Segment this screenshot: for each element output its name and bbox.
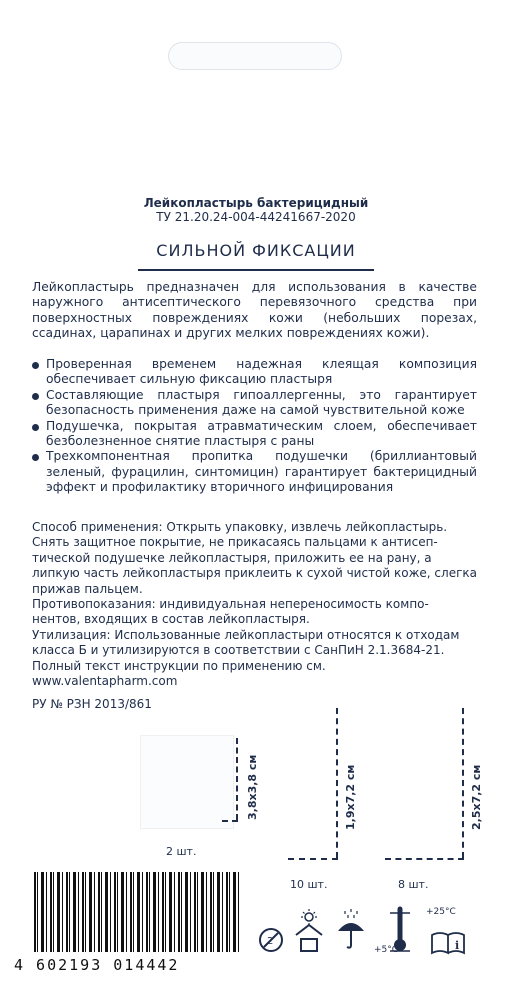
usage-section bbox=[32, 520, 477, 689]
contraindications: Противопоказания: индивидуальная непереносимость компо-нентов, входящих в состав лейкопластыря. bbox=[32, 597, 429, 627]
feature-item: Трехкомпонентная пропитка подушечки (бриллиантовый зеленый, фурацилин, синтомицин) гарантирует бактерицидный эффект и профилактику вторичного инфицирования bbox=[32, 449, 477, 495]
feature-item: Проверенная временем надежная клеящая композиция обеспечивает сильную фиксацию пластыря bbox=[32, 357, 477, 388]
pad-square-outline bbox=[140, 735, 234, 829]
website: www.valentapharm.com bbox=[32, 674, 178, 689]
size-1-corner-line bbox=[222, 820, 238, 822]
svg-text:2: 2 bbox=[267, 936, 274, 947]
temp-min: +5°C bbox=[374, 945, 399, 955]
temp-max: +25°C bbox=[426, 907, 456, 917]
barcode-bars bbox=[34, 872, 239, 952]
size-3-dimension: 2,5х7,2 см bbox=[470, 764, 483, 830]
size-1-vertical-line bbox=[236, 738, 238, 820]
fixation-text: СИЛЬНОЙ ФИКСАЦИИ bbox=[156, 241, 356, 260]
size-3-horizontal-line bbox=[385, 858, 464, 860]
size-3-vertical-line bbox=[462, 708, 464, 858]
product-title: Лейкопластырь бактерицидный bbox=[143, 196, 369, 210]
full-text-note: Полный текст инструкции по применению см. bbox=[32, 658, 326, 673]
barcode bbox=[14, 872, 244, 977]
size-2-dimension: 1,9х7,2 см bbox=[344, 764, 357, 830]
no-reuse-icon bbox=[258, 927, 284, 953]
hang-hole bbox=[168, 42, 342, 70]
registration-number: РУ № РЗН 2013/861 bbox=[32, 697, 152, 711]
disposal: Утилизация: Использованные лейкопластыри относятся к отходам класса Б и утилизируются в соответствии с СанПиН 2.1.3684-21. bbox=[32, 627, 460, 658]
size-1-dimension: 3,8х3,8 см bbox=[246, 754, 259, 820]
feature-item: Подушечка, покрытая атравматическим слоем, обеспечивает безболезненное снятие пластыря с раны bbox=[32, 419, 477, 450]
keep-dry-icon bbox=[336, 909, 366, 953]
size-3-count: 8 шт. bbox=[398, 878, 429, 891]
barcode-number: 4 602193 014442 bbox=[14, 956, 180, 974]
svg-text:i: i bbox=[455, 939, 460, 952]
storage-icons bbox=[258, 905, 488, 965]
fixation-banner bbox=[138, 231, 374, 271]
keep-from-sunlight-icon bbox=[292, 909, 326, 953]
product-spec: ТУ 21.20.24-004-44241667-2020 bbox=[156, 210, 356, 224]
size-2-count: 10 шт. bbox=[290, 878, 328, 891]
size-2-horizontal-line bbox=[288, 858, 338, 860]
usage-method: Способ применения: Открыть упаковку, извлечь лейкопластырь. Снять защитное покрытие, не прикасаясь пальцами к антисеп-тической подушечке лейкопластыря, приложить ее на рану, а липкую часть лейкопластыря приклеить к сухой чистой коже, слегка прижав пальцем. bbox=[32, 520, 477, 596]
read-instructions-icon bbox=[430, 931, 470, 957]
intro-paragraph: Лейкопластырь предназначен для использования в качестве наружного антисептического перевязочного средства при поверхностных повреждениях кожи (небольших порезах, ссадинах, царапинах и других мелких повреждениях кожи). bbox=[32, 280, 477, 341]
features-list bbox=[32, 357, 477, 496]
size-2-vertical-line bbox=[336, 708, 338, 858]
size-1-count: 2 шт. bbox=[166, 845, 197, 858]
feature-item: Составляющие пластыря гипоаллергенны, это гарантирует безопасность применения даже на самой чувствительной коже bbox=[32, 388, 477, 419]
